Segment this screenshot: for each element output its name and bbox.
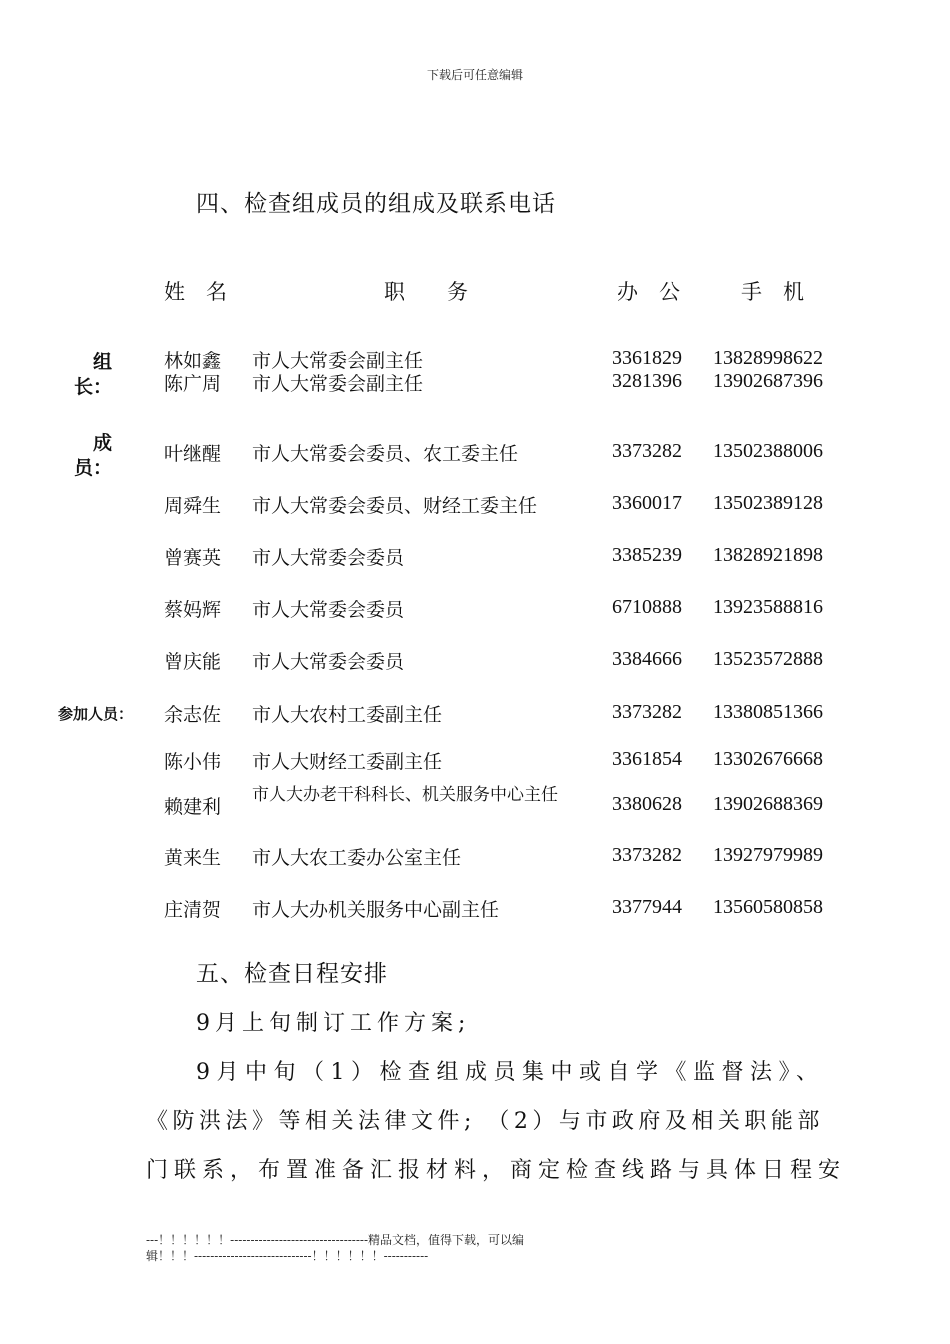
section4-title: 四、检查组成员的组成及联系电话	[196, 191, 556, 217]
footer-line-1: ---！！！！！！----------------------------------精品文档，值得下载，可以编	[146, 1233, 525, 1247]
row-office-phone: 3361854	[612, 748, 682, 770]
row-name: 周舜生	[164, 495, 222, 517]
row-mobile-phone: 13902687396	[713, 370, 823, 392]
row-name: 余志佐	[164, 704, 222, 726]
row-name: 黄来生	[164, 847, 222, 869]
row-office-phone: 3384666	[612, 648, 682, 670]
row-name: 曾庆能	[164, 651, 222, 673]
schedule-paragraph-2-line-1: 9月中旬（1）检查组成员集中或自学《监督法》、	[196, 1060, 825, 1085]
row-name: 曾赛英	[164, 547, 222, 569]
row-mobile-phone: 13927979989	[713, 844, 823, 866]
row-name: 庄清贺	[164, 899, 222, 921]
row-duty: 市人大农村工委副主任	[252, 704, 443, 726]
group-label-member-1: 成	[92, 432, 112, 454]
row-mobile-phone: 13380851366	[713, 701, 823, 723]
group-label-participants: 参加人员：	[58, 705, 134, 723]
row-name: 赖建利	[164, 796, 222, 818]
group-label-leader-2: 长：	[73, 376, 112, 398]
row-name: 陈小伟	[164, 751, 222, 773]
row-duty: 市人大常委会委员	[252, 651, 405, 673]
schedule-paragraph-2-line-2: 《防洪法》等相关法律文件; （2）与市政府及相关职能部	[146, 1109, 824, 1134]
row-mobile-phone: 13502388006	[713, 440, 823, 462]
schedule-paragraph-1: 9月上旬制订工作方案;	[196, 1011, 471, 1036]
row-duty: 市人大办机关服务中心副主任	[252, 899, 500, 921]
footer-line-2: 辑！！！-----------------------------！！！！！！-----------	[146, 1249, 429, 1263]
row-office-phone: 6710888	[612, 596, 682, 618]
row-duty: 市人大常委会副主任	[252, 350, 424, 372]
row-mobile-phone: 13902688369	[713, 793, 823, 815]
row-office-phone: 3373282	[612, 844, 682, 866]
schedule-paragraph-2-line-3: 门联系，布置准备汇报材料，商定检查线路与具体日程安	[146, 1158, 847, 1183]
row-mobile-phone: 13502389128	[713, 492, 823, 514]
section5-title: 五、检查日程安排	[196, 961, 388, 987]
row-mobile-phone: 13828998622	[713, 347, 823, 369]
row-duty: 市人大农工委办公室主任	[252, 847, 462, 869]
row-mobile-phone: 13560580858	[713, 896, 823, 918]
row-duty: 市人大常委会委员、财经工委主任	[252, 495, 538, 517]
row-name: 陈广周	[164, 373, 222, 395]
row-mobile-phone: 13302676668	[713, 748, 823, 770]
group-label-leader-1: 组	[92, 351, 112, 373]
row-mobile-phone: 13523572888	[713, 648, 823, 670]
row-name: 林如鑫	[164, 350, 222, 372]
col-header-mobile: 手 机	[741, 280, 804, 304]
row-office-phone: 3380628	[612, 793, 682, 815]
row-mobile-phone: 13923588816	[713, 596, 823, 618]
row-duty: 市人大常委会委员、农工委主任	[252, 443, 519, 465]
row-name: 叶继醒	[164, 443, 222, 465]
row-office-phone: 3385239	[612, 544, 682, 566]
row-office-phone: 3373282	[612, 440, 682, 462]
row-duty: 市人大常委会副主任	[252, 373, 424, 395]
row-duty: 市人大办老干科科长、机关服务中心主任	[252, 785, 558, 805]
group-label-member-2: 员：	[73, 457, 112, 479]
col-header-office: 办 公	[617, 280, 680, 304]
row-office-phone: 3373282	[612, 701, 682, 723]
col-header-duty: 职 务	[384, 280, 468, 304]
row-office-phone: 3281396	[612, 370, 682, 392]
row-name: 蔡妈辉	[164, 599, 222, 621]
row-duty: 市人大财经工委副主任	[252, 751, 443, 773]
header-note: 下载后可任意编辑	[426, 68, 523, 82]
row-office-phone: 3377944	[612, 896, 682, 918]
row-mobile-phone: 13828921898	[713, 544, 823, 566]
row-duty: 市人大常委会委员	[252, 599, 405, 621]
row-duty: 市人大常委会委员	[252, 547, 405, 569]
row-office-phone: 3360017	[612, 492, 682, 514]
col-header-name: 姓 名	[164, 280, 227, 304]
row-office-phone: 3361829	[612, 347, 682, 369]
